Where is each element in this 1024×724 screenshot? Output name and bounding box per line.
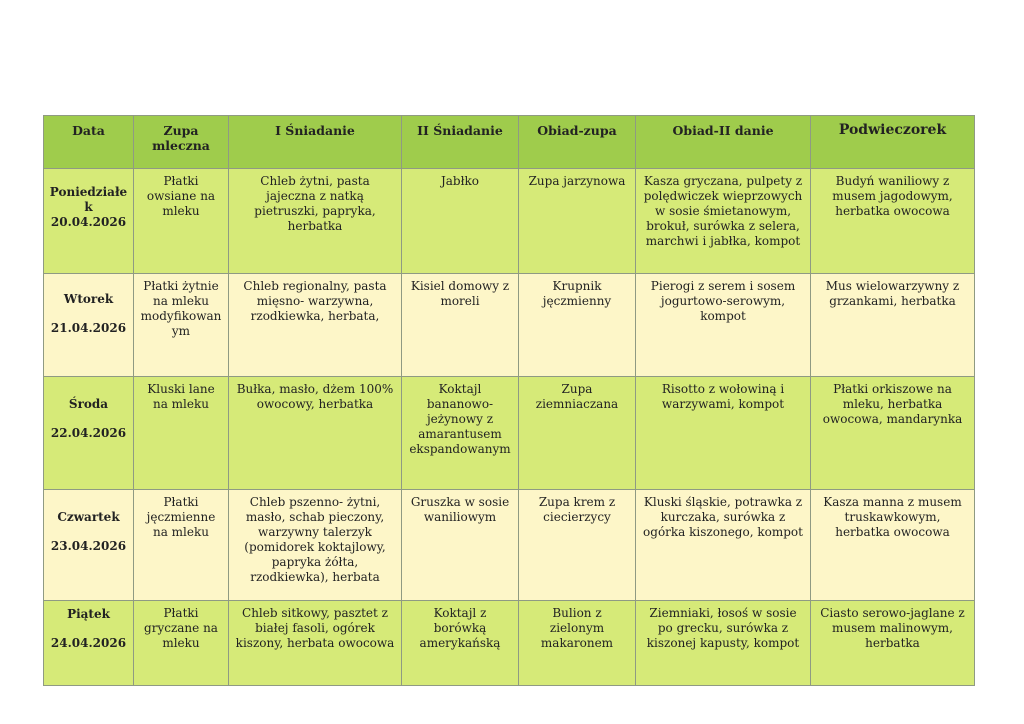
cell-sniadanie-1: Chleb regionalny, pasta mięsno- warzywna, rzodkiewka, herbata, xyxy=(229,274,402,377)
day-name: Poniedziałek xyxy=(49,185,128,214)
header-sniadanie-2: II Śniadanie xyxy=(402,116,519,169)
cell-sniadanie-2: Koktajl bananowo-jeżynowy z amarantusem ekspandowanym xyxy=(402,377,519,490)
table-row xyxy=(44,169,975,274)
cell-podwieczorek: Płatki orkiszowe na mleku, herbatka owocowa, mandarynka xyxy=(811,377,975,490)
table-row xyxy=(44,490,975,601)
header-zupa-mleczna: Zupa mleczna xyxy=(134,116,229,169)
day-cell xyxy=(44,601,134,686)
day-name: Wtorek xyxy=(63,292,114,306)
day-date: 24.04.2026 xyxy=(50,636,127,650)
cell-obiad-zupa: Zupa jarzynowa xyxy=(519,169,636,274)
cell-obiad-zupa: Bulion z zielonym makaronem xyxy=(519,601,636,686)
cell-sniadanie-1: Chleb sitkowy, pasztet z białej fasoli, ogórek kiszony, herbata owocowa xyxy=(229,601,402,686)
cell-obiad-zupa: Krupnik jęczmienny xyxy=(519,274,636,377)
cell-zupa-mleczna: Kluski lane na mleku xyxy=(134,377,229,490)
cell-zupa-mleczna: Płatki owsiane na mleku xyxy=(134,169,229,274)
day-date: 20.04.2026 xyxy=(50,215,127,229)
cell-sniadanie-2: Koktajl z borówką amerykańską xyxy=(402,601,519,686)
cell-zupa-mleczna: Płatki żytnie na mleku modyfikowanym xyxy=(134,274,229,377)
cell-sniadanie-2: Gruszka w sosie waniliowym xyxy=(402,490,519,601)
day-date: 21.04.2026 xyxy=(50,321,127,335)
header-data: Data xyxy=(44,116,134,169)
day-name: Czwartek xyxy=(57,510,120,524)
cell-sniadanie-2: Kisiel domowy z moreli xyxy=(402,274,519,377)
cell-obiad-danie: Risotto z wołowiną i warzywami, kompot xyxy=(636,377,811,490)
day-date: 22.04.2026 xyxy=(50,426,127,440)
cell-obiad-zupa: Zupa krem z ciecierzycy xyxy=(519,490,636,601)
cell-podwieczorek: Budyń waniliowy z musem jagodowym, herbatka owocowa xyxy=(811,169,975,274)
table-row xyxy=(44,601,975,686)
table-row xyxy=(44,274,975,377)
cell-obiad-danie: Kluski śląskie, potrawka z kurczaka, surówka z ogórka kiszonego, kompot xyxy=(636,490,811,601)
day-cell xyxy=(44,490,134,601)
cell-podwieczorek: Kasza manna z musem truskawkowym, herbatka owocowa xyxy=(811,490,975,601)
header-sniadanie-1: I Śniadanie xyxy=(229,116,402,169)
cell-zupa-mleczna: Płatki gryczane na mleku xyxy=(134,601,229,686)
day-cell xyxy=(44,169,134,274)
cell-sniadanie-2: Jabłko xyxy=(402,169,519,274)
cell-sniadanie-1: Bułka, masło, dżem 100% owocowy, herbatka xyxy=(229,377,402,490)
table-row xyxy=(44,377,975,490)
cell-sniadanie-1: Chleb żytni, pasta jajeczna z natką pietruszki, papryka, herbatka xyxy=(229,169,402,274)
header-podwieczorek: Podwieczorek xyxy=(811,116,975,169)
header-row xyxy=(44,116,975,169)
cell-sniadanie-1: Chleb pszenno- żytni, masło, schab pieczony, warzywny talerzyk (pomidorek koktajlowy, papryka żółta, rzodkiewka), herbata xyxy=(229,490,402,601)
day-cell xyxy=(44,377,134,490)
day-name: Środa xyxy=(68,397,109,411)
cell-obiad-danie: Pierogi z serem i sosem jogurtowo-serowym, kompot xyxy=(636,274,811,377)
cell-obiad-zupa: Zupa ziemniaczana xyxy=(519,377,636,490)
cell-zupa-mleczna: Płatki jęczmienne na mleku xyxy=(134,490,229,601)
header-obiad-danie: Obiad-II danie xyxy=(636,116,811,169)
cell-podwieczorek: Mus wielowarzywny z grzankami, herbatka xyxy=(811,274,975,377)
day-cell xyxy=(44,274,134,377)
day-date: 23.04.2026 xyxy=(50,539,127,553)
cell-obiad-danie: Kasza gryczana, pulpety z polędwiczek wieprzowych w sosie śmietanowym, brokuł, surówka z selera, marchwi i jabłka, kompot xyxy=(636,169,811,274)
header-obiad-zupa: Obiad-zupa xyxy=(519,116,636,169)
cell-podwieczorek: Ciasto serowo-jaglane z musem malinowym, herbatka xyxy=(811,601,975,686)
day-name: Piątek xyxy=(67,607,110,621)
cell-obiad-danie: Ziemniaki, łosoś w sosie po grecku, surówka z kiszonej kapusty, kompot xyxy=(636,601,811,686)
menu-table xyxy=(43,115,975,686)
